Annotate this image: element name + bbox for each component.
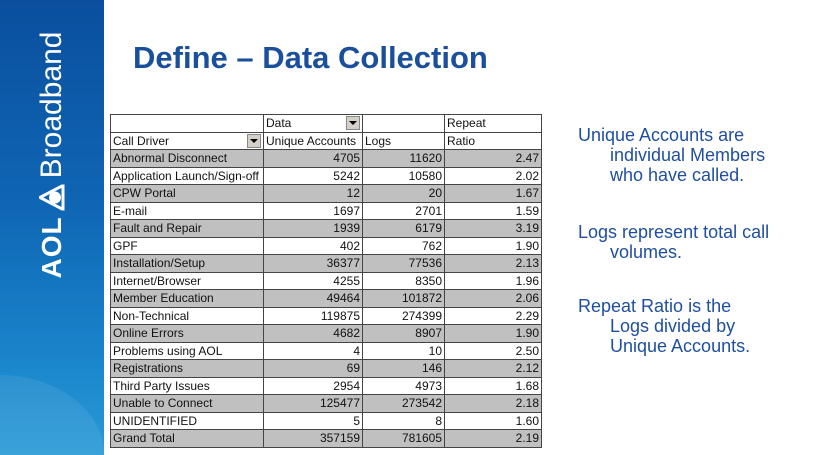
call-driver-table (110, 114, 542, 448)
note-line: Logs represent total call (578, 222, 770, 242)
table-row (111, 395, 542, 413)
table-row (111, 290, 542, 308)
call-driver-cell: Member Education (111, 290, 264, 308)
call-driver-cell: Third Party Issues (111, 377, 264, 395)
repeat-ratio-cell: 2.02 (445, 167, 542, 185)
data-dropdown-icon[interactable] (346, 116, 360, 130)
logs-cell: 762 (363, 237, 445, 255)
logs-cell: 781605 (363, 430, 445, 448)
unique-accounts-cell: 357159 (264, 430, 363, 448)
call-driver-cell: Installation/Setup (111, 255, 264, 273)
note-unique-accounts (578, 125, 765, 185)
table-row (111, 185, 542, 203)
header-unique-accounts: Unique Accounts (264, 132, 363, 150)
call-driver-label: Call Driver (113, 133, 170, 148)
note-line: Unique Accounts. (610, 336, 751, 356)
note-line: volumes. (610, 242, 683, 262)
unique-accounts-cell: 1939 (264, 220, 363, 238)
logs-cell: 274399 (363, 307, 445, 325)
unique-accounts-cell: 1697 (264, 202, 363, 220)
table-header-row-top (111, 115, 542, 133)
repeat-ratio-cell: 1.96 (445, 272, 542, 290)
header-blank-2 (363, 115, 445, 133)
note-line: Unique Accounts are (578, 125, 745, 145)
call-driver-cell: Unable to Connect (111, 395, 264, 413)
unique-accounts-cell: 12 (264, 185, 363, 203)
aol-broadband-logo (35, 32, 69, 279)
repeat-ratio-cell: 2.18 (445, 395, 542, 413)
repeat-ratio-cell: 1.68 (445, 377, 542, 395)
call-driver-cell: Online Errors (111, 325, 264, 343)
table-row (111, 237, 542, 255)
header-repeat: Repeat (445, 115, 542, 133)
unique-accounts-cell: 119875 (264, 307, 363, 325)
unique-accounts-cell: 5242 (264, 167, 363, 185)
unique-accounts-cell: 36377 (264, 255, 363, 273)
call-driver-cell: Fault and Repair (111, 220, 264, 238)
call-driver-cell: Grand Total (111, 430, 264, 448)
repeat-ratio-cell: 1.60 (445, 412, 542, 430)
repeat-ratio-cell: 3.19 (445, 220, 542, 238)
logs-cell: 146 (363, 360, 445, 378)
repeat-ratio-cell: 2.13 (445, 255, 542, 273)
repeat-ratio-cell: 2.06 (445, 290, 542, 308)
header-logs: Logs (363, 132, 445, 150)
repeat-ratio-cell: 2.50 (445, 342, 542, 360)
brand-sidebar (0, 0, 104, 455)
decorative-swoosh (0, 375, 104, 455)
logs-cell: 4973 (363, 377, 445, 395)
header-ratio: Ratio (445, 132, 542, 150)
table-header-row (111, 132, 542, 150)
logo-aol-text: AOL (36, 216, 67, 279)
logs-cell: 6179 (363, 220, 445, 238)
call-driver-cell: Non-Technical (111, 307, 264, 325)
call-driver-dropdown-icon[interactable] (247, 134, 261, 148)
table-row (111, 150, 542, 168)
repeat-ratio-cell: 1.90 (445, 325, 542, 343)
unique-accounts-cell: 4705 (264, 150, 363, 168)
page-title: Define – Data Collection (133, 40, 488, 75)
logs-cell: 20 (363, 185, 445, 203)
header-blank (111, 115, 264, 133)
data-label: Data (266, 116, 292, 131)
repeat-ratio-cell: 2.19 (445, 430, 542, 448)
unique-accounts-cell: 49464 (264, 290, 363, 308)
call-driver-cell: GPF (111, 237, 264, 255)
table-row (111, 325, 542, 343)
table-row (111, 342, 542, 360)
call-driver-cell: UNIDENTIFIED (111, 412, 264, 430)
table-row (111, 167, 542, 185)
logs-cell: 2701 (363, 202, 445, 220)
table-row (111, 377, 542, 395)
table-row (111, 220, 542, 238)
logs-cell: 10 (363, 342, 445, 360)
header-call-driver (111, 132, 264, 150)
repeat-ratio-cell: 1.67 (445, 185, 542, 203)
unique-accounts-cell: 2954 (264, 377, 363, 395)
table-row (111, 255, 542, 273)
repeat-ratio-cell: 2.12 (445, 360, 542, 378)
call-driver-cell: CPW Portal (111, 185, 264, 203)
unique-accounts-cell: 4682 (264, 325, 363, 343)
repeat-ratio-cell: 1.90 (445, 237, 542, 255)
table-row (111, 307, 542, 325)
table-row (111, 202, 542, 220)
table-row (111, 430, 542, 448)
call-driver-cell: Internet/Browser (111, 272, 264, 290)
unique-accounts-cell: 5 (264, 412, 363, 430)
logs-cell: 77536 (363, 255, 445, 273)
logo-product-text: Broadband (35, 31, 68, 179)
table-row (111, 272, 542, 290)
logs-cell: 273542 (363, 395, 445, 413)
logs-cell: 11620 (363, 150, 445, 168)
note-line: Repeat Ratio is the (578, 296, 732, 316)
logs-cell: 10580 (363, 167, 445, 185)
unique-accounts-cell: 69 (264, 360, 363, 378)
logs-cell: 8 (363, 412, 445, 430)
note-line: individual Members (610, 145, 766, 165)
logs-cell: 8907 (363, 325, 445, 343)
call-driver-cell: Abnormal Disconnect (111, 150, 264, 168)
aol-triangle-logo-icon (39, 184, 65, 210)
logs-cell: 8350 (363, 272, 445, 290)
table-row (111, 360, 542, 378)
unique-accounts-cell: 4255 (264, 272, 363, 290)
unique-accounts-cell: 402 (264, 237, 363, 255)
header-data (264, 115, 363, 133)
call-driver-cell: Registrations (111, 360, 264, 378)
note-line: who have called. (610, 165, 745, 185)
unique-accounts-cell: 4 (264, 342, 363, 360)
logs-cell: 101872 (363, 290, 445, 308)
note-logs (578, 222, 769, 262)
note-line: Logs divided by (610, 316, 736, 336)
repeat-ratio-cell: 2.47 (445, 150, 542, 168)
unique-accounts-cell: 125477 (264, 395, 363, 413)
call-driver-cell: Application Launch/Sign-off (111, 167, 264, 185)
call-driver-cell: Problems using AOL (111, 342, 264, 360)
repeat-ratio-cell: 2.29 (445, 307, 542, 325)
call-driver-cell: E-mail (111, 202, 264, 220)
table-row (111, 412, 542, 430)
note-repeat-ratio (578, 296, 750, 356)
repeat-ratio-cell: 1.59 (445, 202, 542, 220)
